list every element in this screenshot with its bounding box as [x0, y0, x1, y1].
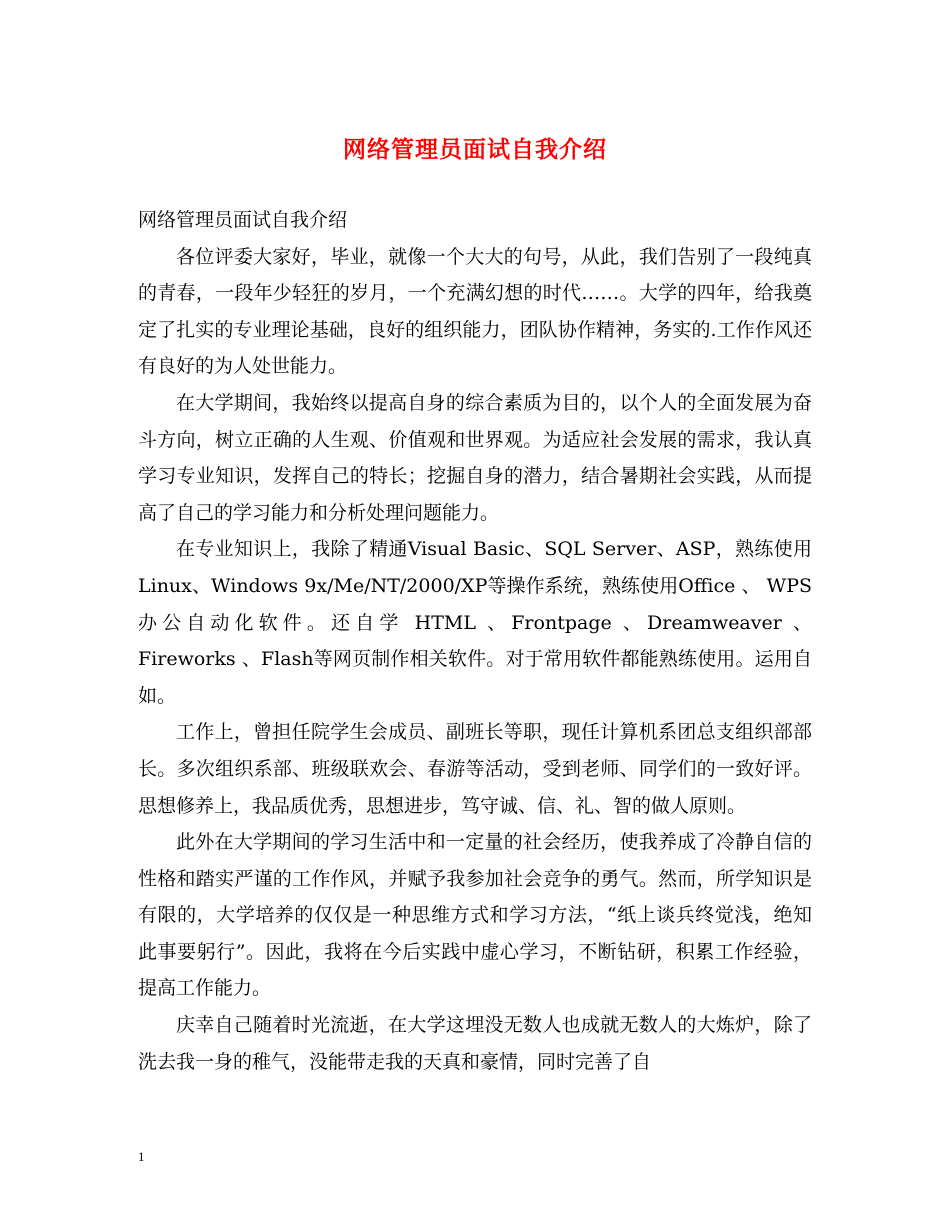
paragraph-work: 工作上，曾担任院学生会成员、副班长等职，现任计算机系团总支组织部部长。多次组织系部、班级联欢会、春游等活动，受到老师、同学们的一致好评。思想修养上，我品质优秀，思想进步，笃守诚、信、礼、智的做人原则。: [138, 721, 812, 817]
paragraph-skills: 在专业知识上，我除了精通Visual Basic、SQL Server、ASP，熟练使用Linux、Windows 9x/Me/NT/2000/XP等操作系统，熟练使用Office 、 WPS 办公自动化软件。还自学 HTML 、Frontpage 、Dreamweaver 、Fireworks 、Flash等网页制作相关软件。对于常用软件都能熟练使用。运用自如。: [138, 538, 812, 707]
paragraph-closing: 庆幸自己随着时光流逝，在大学这埋没无数人也成就无数人的大炼炉，除了洗去我一身的稚气，没能带走我的天真和豪情，同时完善了自: [138, 1014, 812, 1073]
paragraph-intro: 各位评委大家好，毕业，就像一个大大的句号，从此，我们告别了一段纯真的青春，一段年少轻狂的岁月，一个充满幻想的时代……。大学的四年，给我奠定了扎实的专业理论基础，良好的组织能力，团队协作精神，务实的.工作作风还有良好的为人处世能力。: [138, 245, 812, 378]
paragraph-experience: 此外在大学期间的学习生活中和一定量的社会经历，使我养成了冷静自信的性格和踏实严谨的工作作风，并赋予我参加社会竞争的勇气。然而，所学知识是有限的，大学培养的仅仅是一种思维方式和学习方法，“纸上谈兵终觉浅，绝知此事要躬行”。因此，我将在今后实践中虚心学习，不断钻研，积累工作经验，提高工作能力。: [138, 831, 812, 1000]
document-subtitle: 网络管理员面试自我介绍: [138, 209, 348, 231]
document-title: 网络管理员面试自我介绍: [343, 136, 607, 163]
page-number: 1: [138, 1149, 145, 1164]
document-body: [138, 202, 812, 1080]
paragraph-university: 在大学期间，我始终以提高自身的综合素质为目的，以个人的全面发展为奋斗方向，树立正确的人生观、价值观和世界观。为适应社会发展的需求，我认真学习专业知识，发挥自己的特长；挖掘自身的潜力，结合暑期社会实践，从而提高了自己的学习能力和分析处理问题能力。: [138, 391, 812, 524]
